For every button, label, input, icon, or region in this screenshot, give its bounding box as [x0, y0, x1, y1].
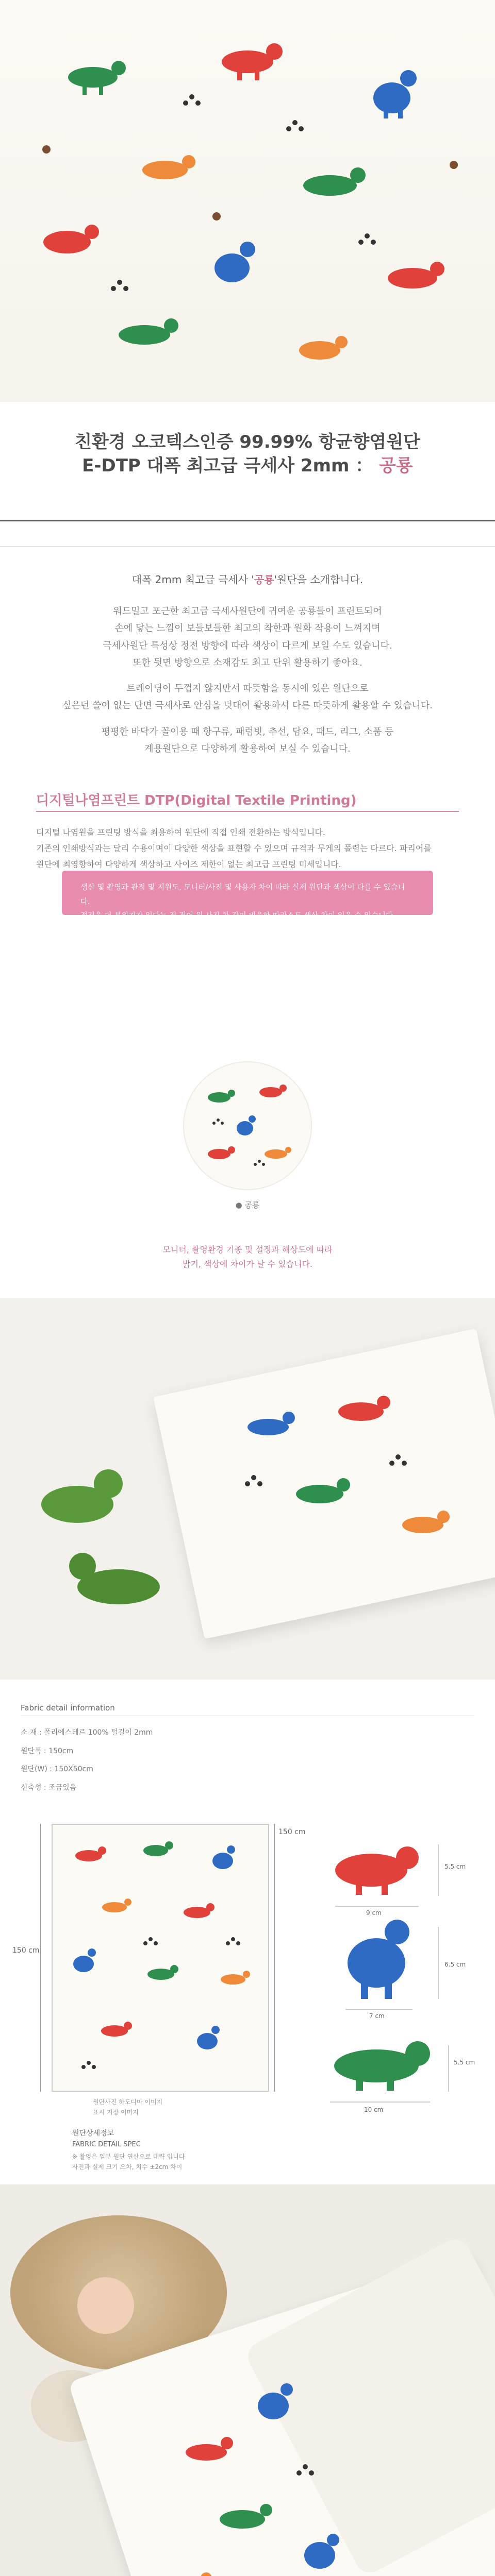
paragraph-1-line: 워드밀고 포근한 최고급 극세사원단에 귀여운 공룡들이 프린트되어 — [113, 606, 382, 617]
subtitle-prefix: E-DTP 대폭 최고급 극세사 2mm ： — [82, 455, 373, 476]
red-height-label: 5.5 cm — [444, 1863, 466, 1870]
title-divider-top — [0, 520, 495, 521]
dim-vertical-line — [40, 1824, 41, 2092]
pattern-swatch-circle — [183, 1061, 312, 1190]
basket-dinos — [0, 2184, 495, 2576]
print-desc-line: 디지털 나염원을 프린팅 방식을 최용하여 원단에 직접 인쇄 전환하는 방식입니다. — [36, 827, 325, 837]
dino-green-1 — [68, 61, 126, 95]
diagram-caption: 원단사진 하도디마 이미지 표시 기장 이미지 — [93, 2098, 163, 2116]
size-dino-red — [335, 1846, 419, 1895]
hero-photo — [0, 0, 495, 402]
print-desc-line: 원단에 최영향하여 다양하게 색상하고 사이즈 제한이 없는 최고급 프린팅 미세입니다. — [36, 859, 341, 870]
paragraph-1-line: 손에 닿는 느낌이 보들보들한 최고의 착한과 원화 작용이 느껴지며 — [114, 623, 381, 634]
dino-orange-1 — [142, 155, 195, 179]
paragraph-3 — [0, 723, 495, 758]
dino-green-2 — [303, 167, 366, 196]
paragraph-1-line: 또한 뒷면 방향으로 소재감도 최고 단위 활용하기 좋아요. — [133, 657, 362, 668]
fabric-spec-list — [21, 1724, 153, 1798]
dino-red-2 — [43, 225, 99, 253]
spec-material: 소 재 : 폴리에스테르 100% 털길이 2mm — [21, 1728, 153, 1737]
green-height-label: 5.5 cm — [454, 2059, 475, 2066]
spec-caption-title: 원단상세정보 — [72, 2129, 114, 2138]
color-note-line: 모니터, 촬영환경 기종 및 설정과 해상도에 따라 — [162, 1245, 333, 1255]
dino-red-1 — [222, 43, 283, 80]
paragraph-2-line: 싶은던 쓸어 없는 단면 극세사로 안심을 덧대어 활용하셔 다른 따뜻하게 활용할 수 있습니다. — [62, 700, 433, 711]
paragraph-3-line: 계용원단으로 다양하게 활용하여 보실 수 있습니다. — [144, 743, 351, 755]
page-title: 친환경 오코텍스인증 99.99% 항균향염원단 — [75, 432, 420, 452]
paragraph-1 — [0, 603, 495, 671]
notice-box — [62, 871, 433, 921]
footprints-2 — [286, 120, 304, 131]
intro-lead-accent: 공룡 — [254, 573, 274, 586]
dim-width-label: 150 cm — [278, 1828, 306, 1836]
poop-marks — [42, 145, 458, 221]
paragraph-3-line: 평평한 바닥가 꼴이용 때 항구류, 패럼빗, 추선, 담요, 패드, 리그, 소품 등 — [101, 726, 394, 737]
red-width-label: 9 cm — [366, 1909, 382, 1917]
intro-lead-prefix: 대폭 2mm 최고급 극세사 ' — [131, 573, 254, 586]
paragraph-2 — [0, 680, 495, 715]
green-width-label: 10 cm — [364, 2106, 384, 2113]
hero-dino-pattern — [0, 0, 495, 402]
folded-fabric-photo — [0, 1298, 495, 1680]
intro-lead-suffix: '원단을 소개합니다. — [274, 573, 364, 586]
color-note-line: 밝기, 색상에 차이가 날 수 있습니다. — [183, 1259, 312, 1269]
page-subtitle — [0, 451, 495, 477]
spec-size: 원단(W) : 150X50cm — [21, 1765, 93, 1774]
print-title-underline — [36, 811, 459, 812]
pattern-label: ● 공룡 — [235, 1200, 260, 1210]
print-title: 디지털나염프린트 DTP(Digital Textile Printing) — [36, 793, 357, 808]
dino-green-3 — [119, 318, 178, 345]
fabric-info-heading: Fabric detail information — [21, 1703, 115, 1713]
dim-horizontal-line — [274, 1824, 275, 2092]
spec-stretch: 신축성 : 조금있음 — [21, 1784, 77, 1792]
title-divider-bottom — [0, 546, 495, 547]
spec-caption-sub: FABRIC DETAIL SPEC — [72, 2141, 141, 2148]
paragraph-1-line: 극세사원단 특성상 정전 방향에 따라 색상이 다르게 보일 수도 있습니다. — [103, 640, 392, 651]
basket-photo — [0, 2184, 495, 2576]
notice-line: 정전을 더 분위기가 있다는 점 적어 원 사진 차 같이 비율한 따라스토 색상 차이 있을 수 있습니다. — [80, 912, 395, 921]
paragraph-2-line: 트레이딩이 두껍지 않지만서 따뜻함을 동시에 있은 원단으로 — [126, 683, 369, 694]
print-description — [36, 824, 459, 873]
dino-blue-2 — [214, 242, 255, 282]
footprints-3 — [358, 233, 376, 245]
footprints-4 — [111, 280, 128, 291]
size-dino-blue — [348, 1920, 409, 1999]
dino-size-swatches — [309, 1839, 474, 2128]
toy-dino-2 — [69, 1553, 160, 1604]
blue-height-label: 6.5 cm — [444, 1961, 466, 1968]
dim-height-label: 150 cm — [12, 1946, 40, 1955]
fabric-diagram — [52, 1824, 269, 2092]
notice-line: 생산 및 촬영과 관점 및 지원도, 모니터/사진 및 사용자 차이 따라 실제 원단과 색상이 다를 수 있습니다. — [80, 884, 405, 906]
spec-caption-note: ※ 촬영은 일부 원단 연산으로 대략 입니다 사진과 실제 크기 오차, 치수 ±2cm 차이 — [72, 2153, 185, 2171]
dino-blue-1 — [373, 70, 417, 118]
dino-red-3 — [388, 262, 444, 289]
spec-width: 원단폭 : 150cm — [21, 1747, 74, 1755]
swatch-dinos — [183, 1061, 312, 1190]
footprints-1 — [183, 94, 201, 106]
dino-orange-2 — [299, 336, 348, 360]
intro-lead — [0, 570, 495, 589]
print-desc-line: 기존의 인쇄방식과는 달리 수용이며이 다양한 색상을 표현할 수 있으며 규격과 무게의 폴렴는 다르다. 파리어를 — [36, 843, 432, 854]
blue-width-label: 7 cm — [369, 2012, 385, 2020]
toy-dino-1 — [41, 1469, 123, 1523]
subtitle-accent: 공룡 — [379, 455, 413, 476]
diagram-pattern — [53, 1825, 268, 2091]
color-note — [0, 1243, 495, 1272]
size-dino-green — [334, 2041, 430, 2091]
folded-fabric-dinos — [0, 1298, 495, 1680]
